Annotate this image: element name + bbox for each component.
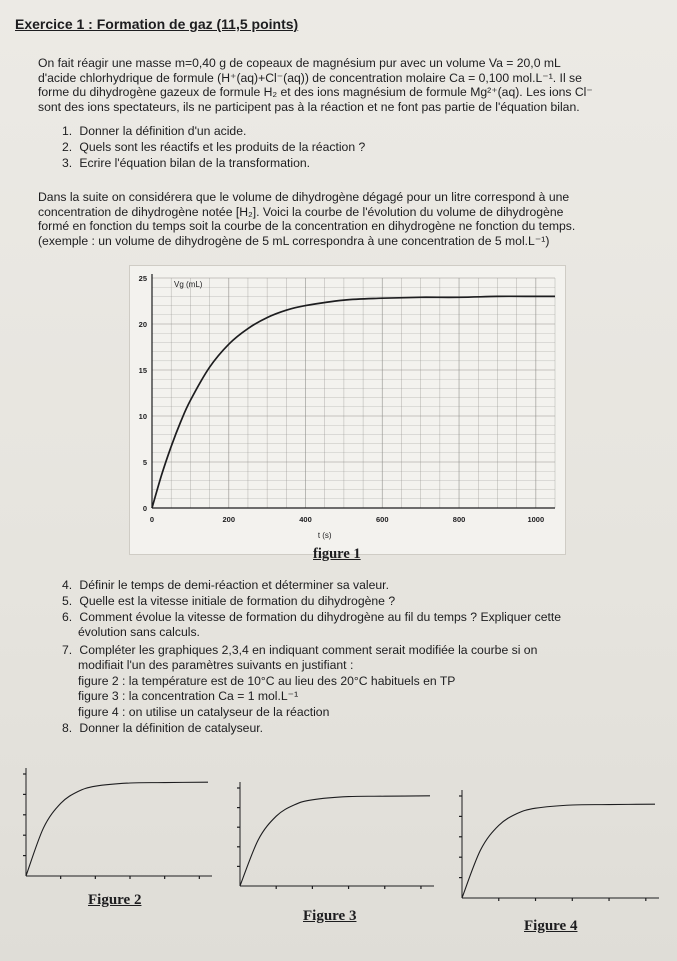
- question-4: [62, 578, 389, 593]
- question-2: [62, 140, 365, 155]
- x-tick-label: 400: [299, 515, 312, 524]
- data-curve: [240, 796, 430, 886]
- question-number: 6.: [62, 610, 73, 624]
- intro-line: sont des ions spectateurs, ils ne participent pas à la réaction et ne font pas partie de l'équation bilan.: [38, 99, 580, 114]
- question-text: Compléter les graphiques 2,3,4 en indiquant comment serait modifiée la courbe si on: [79, 643, 538, 657]
- context-line: Dans la suite on considérera que le volume de dihydrogène dégagé pour un litre correspond à une: [38, 190, 570, 204]
- context-paragraph: [38, 190, 663, 248]
- exercise-title: Exercice 1 : Formation de gaz (11,5 points): [15, 16, 299, 32]
- y-tick-label: 20: [138, 320, 147, 329]
- question-5: [62, 594, 395, 609]
- question-number: 7.: [62, 643, 73, 657]
- y-tick-label: 0: [142, 504, 147, 513]
- question-7: [62, 643, 537, 658]
- question-7-figure-4: figure 4 : on utilise un catalyseur de la réaction: [78, 705, 330, 719]
- y-axis-label: Vg (mL): [174, 280, 203, 289]
- y-tick-label: 25: [138, 274, 147, 283]
- figure-4-caption: Figure 4: [524, 918, 578, 934]
- question-text: Quels sont les réactifs et les produits de la réaction ?: [79, 140, 366, 154]
- intro-line: On fait réagir une masse m=0,40 g de copeaux de magnésium pur avec un volume Va = 20,0 mL: [38, 56, 561, 70]
- data-curve: [26, 782, 208, 876]
- question-text: Ecrire l'équation bilan de la transformation.: [79, 156, 311, 170]
- question-7-figure-2: figure 2 : la température est de 10°C au lieu des 20°C habituels en TP: [78, 674, 456, 688]
- context-line: (exemple : un volume de dihydrogène de 5 mL correspondra à une concentration de 5 mol.L⁻¹): [38, 233, 550, 248]
- question-text: Donner la définition d'un acide.: [79, 124, 247, 138]
- context-line: concentration de dihydrogène notée [H₂]. Voici la courbe de l'évolution du volume de dihydrogène: [38, 204, 564, 219]
- data-curve: [462, 804, 655, 898]
- question-number: 3.: [62, 156, 73, 170]
- figure-1-plot: [130, 266, 565, 554]
- y-tick-label: 10: [138, 412, 147, 421]
- figure-3-plot: [226, 776, 440, 906]
- y-tick-label: 15: [138, 366, 147, 375]
- figure-1-caption: figure 1: [313, 546, 361, 562]
- x-tick-label: 200: [222, 515, 236, 524]
- question-6: [62, 610, 561, 625]
- question-text: Définir le temps de demi-réaction et déterminer sa valeur.: [79, 578, 389, 592]
- figure-2-caption: Figure 2: [88, 892, 142, 908]
- data-curve: [152, 296, 555, 508]
- question-8: [62, 721, 263, 736]
- figure-2-plot: [4, 764, 218, 894]
- question-text: Donner la définition de catalyseur.: [79, 721, 263, 735]
- question-number: 2.: [62, 140, 73, 154]
- intro-line: d'acide chlorhydrique de formule (H⁺(aq)+Cl⁻(aq)) de concentration molaire Ca = 0,100 mol.L⁻¹. Il se: [38, 70, 582, 85]
- intro-paragraph: [38, 56, 663, 114]
- question-text: Quelle est la vitesse initiale de formation du dihydrogène ?: [79, 594, 396, 608]
- question-3: [62, 156, 310, 171]
- context-line: formé en fonction du temps soit la courbe de la concentration en dihydrogène ne fonction du temps.: [38, 219, 576, 234]
- question-number: 5.: [62, 594, 73, 608]
- question-number: 8.: [62, 721, 73, 735]
- question-1: [62, 124, 246, 139]
- question-number: 1.: [62, 124, 73, 138]
- x-tick-label: 600: [376, 515, 389, 524]
- question-text: Comment évolue la vitesse de formation du dihydrogène au fil du temps ? Expliquer cette: [79, 610, 562, 624]
- x-axis-label: t (s): [317, 531, 332, 540]
- question-number: 4.: [62, 578, 73, 592]
- question-7-figure-3: figure 3 : la concentration Ca = 1 mol.L⁻¹: [78, 689, 299, 703]
- question-6-continued: évolution sans calculs.: [78, 625, 200, 639]
- x-tick-label: 1000: [527, 515, 545, 524]
- figure-3-caption: Figure 3: [303, 908, 357, 924]
- intro-line: forme du dihydrogène gazeux de formule H₂ et des ions magnésium de formule Mg²⁺(aq). Les ions Cl⁻: [38, 85, 593, 100]
- figure-4-plot: [452, 784, 667, 914]
- x-tick-label: 0: [149, 515, 155, 524]
- question-7-line: modifiait l'un des paramètres suivants en justifiant :: [78, 658, 354, 672]
- figure-1-chart: [130, 266, 565, 554]
- x-tick-label: 800: [452, 515, 466, 524]
- y-tick-label: 5: [142, 458, 147, 467]
